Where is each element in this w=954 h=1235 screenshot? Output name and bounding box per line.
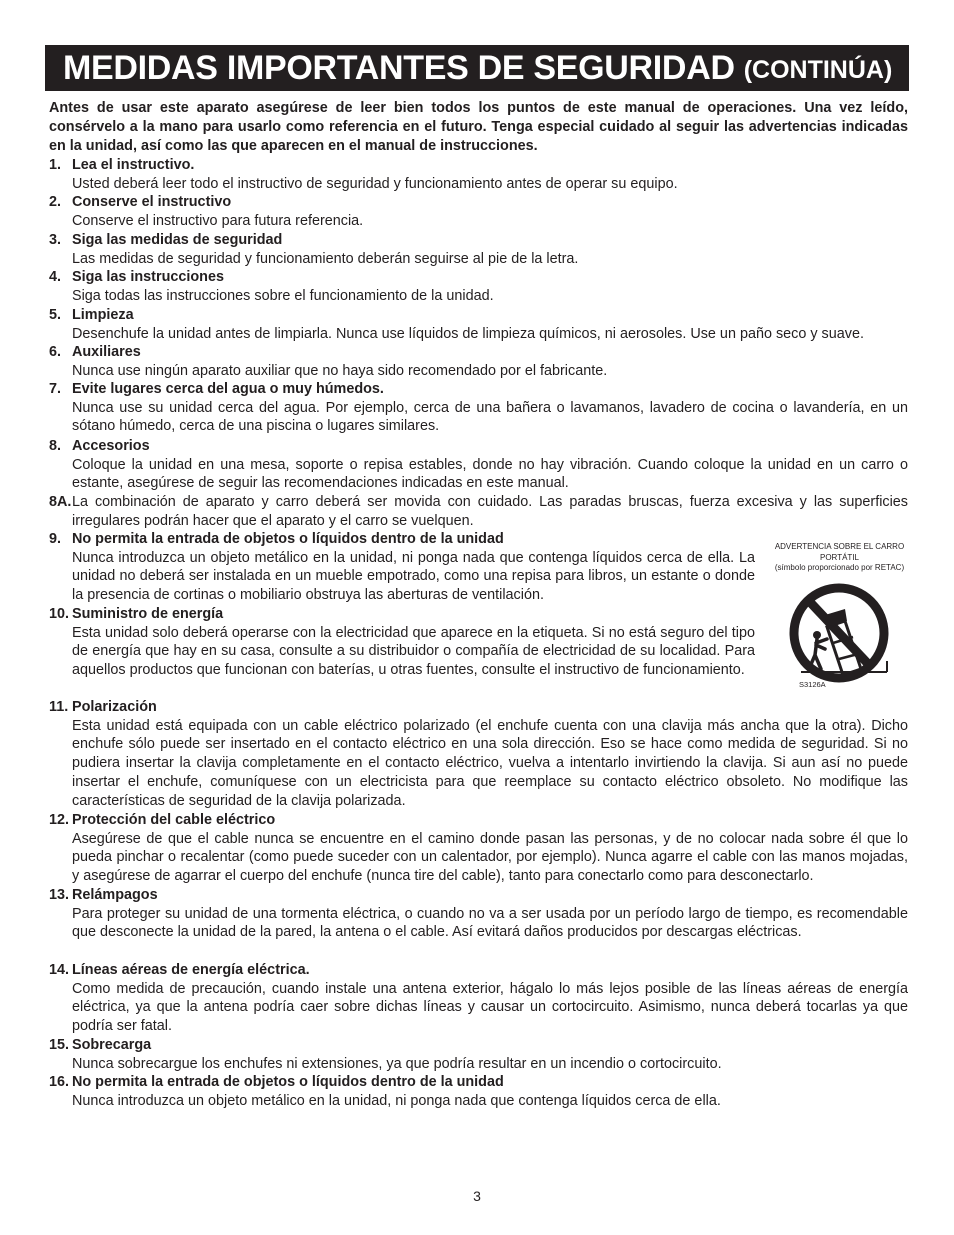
item-number: 1.: [49, 157, 62, 173]
item-number: 6.: [49, 344, 62, 360]
item-number: 9.: [49, 531, 62, 547]
cart-warning-figure: [763, 542, 916, 689]
item-number: 7.: [49, 381, 62, 397]
item-body: Conserve el instructivo para futura referencia.: [72, 212, 364, 229]
item-heading: Líneas aéreas de energía eléctrica.: [72, 962, 310, 978]
item-heading: No permita la entrada de objetos o líquidos dentro de la unidad: [72, 531, 504, 547]
item-heading: Relámpagos: [72, 887, 158, 903]
item-number: 11.: [49, 699, 69, 715]
page-title-bar: [45, 45, 909, 91]
item-body: Siga todas las instrucciones sobre el funcionamiento de la unidad.: [72, 287, 494, 304]
item-body: Nunca introduzca un objeto metálico en la unidad, ni ponga nada que contenga líquidos cerca de ella.: [72, 1092, 721, 1109]
item-body: Nunca introduzca un objeto metálico en la unidad, ni ponga nada que contenga líquidos cerca de ella. La unidad no deberá ser instalada en un mueble empotrado, como una repisa para libros, un estante o donde la presencia de cortinas o mobiliario obstruya las aberturas de ventilación.: [72, 549, 755, 604]
item-heading: Auxiliares: [72, 344, 141, 360]
item-heading: Sobrecarga: [72, 1037, 152, 1053]
item-body: Esta unidad está equipada con un cable eléctrico polarizado (el enchufe cuenta con una clavija más ancha que la otra). Dicho enchufe sólo puede ser insertado en el contacto eléctrico en una sola dirección. Eso se hace como medida de seguridad. Si no pudiera insertar la clavija completamente en el contacto eléctrico, vuelva a intentarlo invirtiendo la clavija. Si aun así no puede insertar el enchufe, comuníquese con un electricista para que reemplace su contacto eléctrico obsoleto. No modifique las características de seguridad de la clavija polarizada.: [72, 717, 908, 809]
warning-caption: [763, 542, 916, 574]
item-body: La combinación de aparato y carro deberá ser movida con cuidado. Las paradas bruscas, fuerza excesiva y las superficies irregulares podrán hacer que el aparato y el carro se vuelquen.: [72, 494, 908, 529]
item-number: 8A.: [49, 494, 72, 510]
item-number: 15.: [49, 1037, 70, 1053]
item-heading: Conserve el instructivo: [72, 194, 232, 210]
item-body: Usted deberá leer todo el instructivo de seguridad y funcionamiento antes de operar su equipo.: [72, 175, 678, 192]
item-number: 2.: [49, 194, 62, 210]
item-body: Nunca use su unidad cerca del agua. Por ejemplo, cerca de una bañera o lavamanos, lavadero de cocina o lavandería, en un sótano húmedo, cerca de una piscina o lugares similares.: [72, 399, 908, 435]
item-number: 8.: [49, 438, 62, 454]
item-number: 3.: [49, 232, 62, 248]
item-body: Coloque la unidad en una mesa, soporte o repisa estables, donde no hay vibración. Cuando coloque la unidad en un carro o estante, asegúrese de seguir las recomendaciones indicadas en este manual.: [72, 456, 908, 492]
item-body: Nunca use ningún aparato auxiliar que no haya sido recomendado por el fabricante.: [72, 362, 608, 379]
item-heading: Evite lugares cerca del agua o muy húmedos.: [72, 381, 384, 397]
item-heading: Suministro de energía: [72, 606, 224, 622]
warning-caption-line2: (símbolo proporcionado por RETAC): [774, 563, 905, 572]
warning-code: S3126A: [799, 680, 826, 689]
item-body: Asegúrese de que el cable nunca se encuentre en el camino donde pasan las personas, y de no colocar nada sobre él que lo pueda pinchar o recalentar (como puede suceder con un calentador, por ejemplo). Nunca agarre el cable con las manos mojadas, y asegúrese de agarrar el cuerpo del enchufe (nunca tire del cable), tanto para conectarlo como para desconectarlo.: [72, 830, 908, 885]
item-heading: Limpieza: [72, 307, 134, 323]
warning-caption-line1: ADVERTENCIA SOBRE EL CARRO PORTÁTIL: [774, 542, 905, 562]
page-title-suffix: (CONTINÚA): [743, 55, 893, 84]
item-body: Nunca sobrecargue los enchufes ni extensiones, ya que podría resultar en un incendio o cortocircuito.: [72, 1055, 722, 1072]
page-title: MEDIDAS IMPORTANTES DE SEGURIDAD: [63, 48, 735, 87]
item-heading: Accesorios: [72, 438, 150, 454]
item-number: 12.: [49, 812, 70, 828]
item-number: 13.: [49, 887, 70, 903]
item-body: Esta unidad solo deberá operarse con la electricidad que aparece en la etiqueta. Si no está seguro del tipo de energía que hay en su casa, consulte a su distribuidor o compañía de electricidad de su localidad. Para aquellos productos que funcionan con baterías, u otras fuentes, consulte el instructivo de funcionamiento.: [72, 624, 755, 679]
cart-tip-over-warning-icon: [787, 581, 891, 685]
item-heading: No permita la entrada de objetos o líquidos dentro de la unidad: [72, 1074, 504, 1090]
item-body: Para proteger su unidad de una tormenta eléctrica, o cuando no va a ser usada por un período largo de tiempo, es recomendable que desconecte la unidad de la pared, la antena o el cable. Así evitará daños producidos por descargas eléctricas.: [72, 905, 908, 941]
item-number: 16.: [49, 1074, 70, 1090]
item-body: Las medidas de seguridad y funcionamiento deberán seguirse al pie de la letra.: [72, 250, 579, 267]
item-number: 14.: [49, 962, 70, 978]
item-heading: Protección del cable eléctrico: [72, 812, 276, 828]
item-number: 10.: [49, 606, 70, 622]
intro-paragraph: Antes de usar este aparato asegúrese de leer bien todos los puntos de este manual de operaciones. Una vez leído, consérvelo a la mano para usarlo como referencia en el futuro. Tenga especial cuidado al seguir las advertencias indicadas en la unidad, así como las que aparecen en el manual de instrucciones.: [49, 100, 908, 154]
item-heading: Lea el instructivo.: [72, 157, 195, 173]
page-number: 3: [473, 1188, 481, 1204]
item-number: 5.: [49, 307, 62, 323]
item-heading: Siga las instrucciones: [72, 269, 224, 285]
item-number: 4.: [49, 269, 62, 285]
item-heading: Siga las medidas de seguridad: [72, 232, 283, 248]
item-body: Como medida de precaución, cuando instale una antena exterior, hágalo lo más lejos posible de las líneas aéreas de energía eléctrica, ya que la antena podría caer sobre dichas líneas y causar un cortocircuito. Asimismo, nunca deberá tocarlas ya que podría ser fatal.: [72, 980, 908, 1035]
item-body: Desenchufe la unidad antes de limpiarla. Nunca use líquidos de limpieza químicos, ni aerosoles. Use un paño seco y suave.: [72, 325, 864, 342]
item-heading: Polarización: [72, 699, 157, 715]
